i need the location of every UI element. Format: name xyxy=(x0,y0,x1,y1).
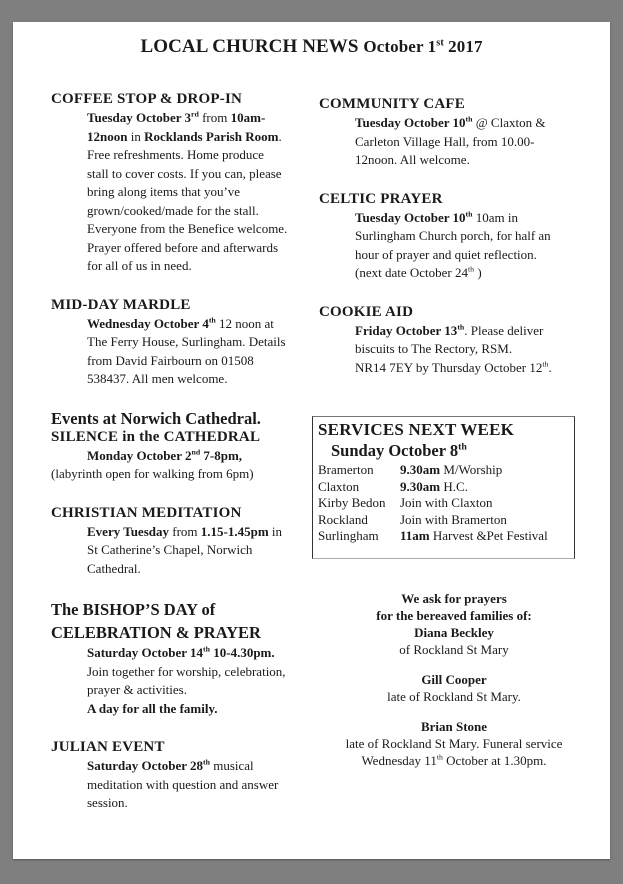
page-title xyxy=(13,36,610,58)
left-column xyxy=(51,90,313,813)
section-body: Tuesday October 10th 10am in Surlingham Church porch, for half an hour of prayer and quiet reflection. (next date October 24th ) xyxy=(355,209,551,280)
section-body: Tuesday October 3rd from 10am- 12noon in Rocklands Parish Room. Free refreshments. Home produce stall to cover costs. If you can, please bring along items that you’ve grown/cooked/made for the stall. Everyone from the Benefice welcome. Prayer offered before and afterwards for all of us in need. xyxy=(87,109,288,273)
section-cookie-aid xyxy=(319,303,589,378)
section-heading: COFFEE STOP & DROP-IN xyxy=(51,91,243,107)
service-row: Claxton 9.30am H.C. xyxy=(318,478,468,494)
section-heading: CELTIC PRAYER xyxy=(319,190,443,207)
funeral-date: Wednesday 11th October at 1.30pm. xyxy=(361,752,547,768)
service-row: Surlingham 11am Harvest &Pet Festival xyxy=(318,528,548,543)
section-julian-event xyxy=(51,738,313,813)
section-body: Every Tuesday from 1.15-1.45pm in St Catherine’s Chapel, Norwich Cathedral. xyxy=(87,523,283,576)
title-date: October 1st 2017 xyxy=(363,37,483,56)
bereaved-detail: late of Rockland St Mary. Funeral service xyxy=(345,736,563,751)
section-heading: JULIAN EVENT xyxy=(51,739,165,755)
section-body: Tuesday October 10th @ Claxton & Carleton Village Hall, from 10.00- 12noon. All welcome. xyxy=(355,114,546,167)
section-bishops-day xyxy=(51,598,313,718)
services-next-week-box xyxy=(312,416,575,559)
section-celtic-prayer xyxy=(319,190,589,283)
section-body: Saturday October 28th musical meditation with question and answer session. xyxy=(87,757,279,810)
section-mid-day-mardle xyxy=(51,296,313,389)
section-note: (labyrinth open for walking from 6pm) xyxy=(51,466,254,481)
section-body: Monday October 2nd 7-8pm, xyxy=(87,447,243,463)
bereaved-name: Diana Beckley xyxy=(414,625,494,640)
section-heading: CHRISTIAN MEDITATION xyxy=(51,504,242,521)
bereaved-name: Gill Cooper xyxy=(421,672,487,687)
section-body: Saturday October 14th 10-4.30pm. Join together for worship, celebration, prayer & activities. A day for all the family. xyxy=(87,644,286,716)
section-heading: Events at Norwich Cathedral. xyxy=(51,408,261,428)
section-heading: COOKIE AID xyxy=(319,303,414,320)
service-row: Kirby Bedon Join with Claxton xyxy=(318,495,493,510)
section-body: Wednesday October 4th 12 noon at The Ferry House, Surlingham. Details from David Fairbourn on 01508 538437. All men welcome. xyxy=(87,315,286,386)
section-coffee-stop xyxy=(51,90,313,276)
title-main: LOCAL CHURCH NEWS xyxy=(140,36,359,57)
section-norwich-cathedral xyxy=(51,409,313,484)
section-heading: COMMUNITY CAFE xyxy=(319,96,465,112)
section-heading: The BISHOP’S DAY of xyxy=(51,600,216,619)
section-body: Friday October 13th. Please deliver biscuits to The Rectory, RSM. NR14 7EY by Thursday October 12th. xyxy=(355,322,552,375)
prayer-requests xyxy=(319,590,589,769)
service-row: Bramerton 9.30am M/Worship xyxy=(318,462,503,477)
section-christian-meditation xyxy=(51,504,313,579)
bereaved-detail: of Rockland St Mary xyxy=(399,642,509,657)
section-community-cafe xyxy=(319,95,589,170)
section-heading-2: CELEBRATION & PRAYER xyxy=(51,623,261,642)
prayers-intro-2: for the bereaved families of: xyxy=(376,608,532,623)
bereaved-name: Brian Stone xyxy=(420,719,488,734)
right-column xyxy=(319,95,589,377)
bereaved-detail: late of Rockland St Mary. xyxy=(387,689,521,704)
service-row: Rockland Join with Bramerton xyxy=(318,511,507,527)
newsletter-page xyxy=(13,22,610,859)
section-subheading: SILENCE in the CATHEDRAL xyxy=(51,428,261,445)
section-heading: MID-DAY MARDLE xyxy=(51,296,191,313)
services-date: Sunday October 8th xyxy=(331,441,467,460)
services-title: SERVICES NEXT WEEK xyxy=(318,420,515,439)
prayers-intro-1: We ask for prayers xyxy=(401,591,507,606)
